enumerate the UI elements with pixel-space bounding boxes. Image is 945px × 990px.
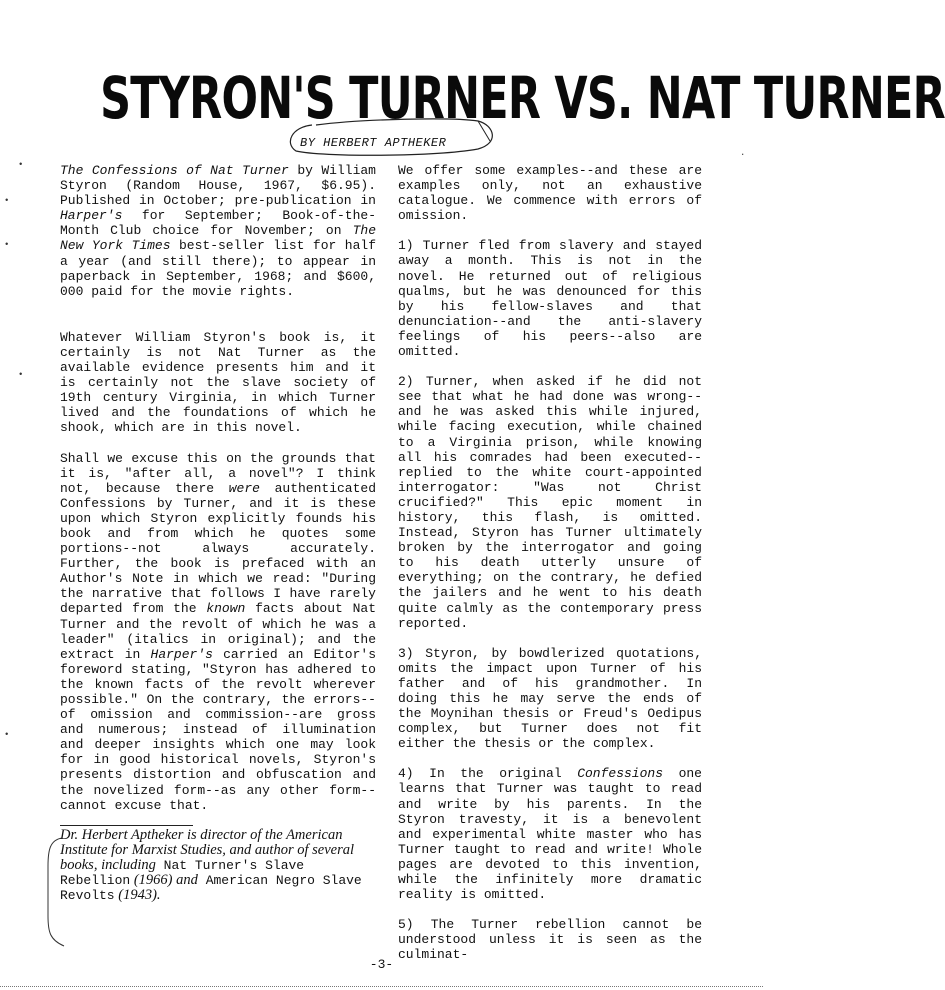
article-headline: STYRON'S TURNER VS. NAT TURNER <box>100 64 945 132</box>
emphasis-known: known <box>206 601 246 617</box>
right-column <box>398 163 702 978</box>
intro-text-1: by William Styron (Random House, 1967, $6.95). Published in October; pre-publication in <box>60 163 376 209</box>
byline-text: BY HERBERT APTHEKER <box>300 136 447 150</box>
item4-text-a: 4) In the original <box>398 766 578 782</box>
handwritten-bracket <box>40 836 70 948</box>
right-intro: We offer some examples--and these are examples only, not an exhaustive catalogue. We commence with errors of omission. <box>398 163 702 224</box>
margin-mark: • <box>4 730 10 740</box>
item4-text-b: one learns that Turner was taught to read and write by his parents. In the Styron travesty, it is a benevolent and experimental white master who has Turner taught to read and write! Whole pages are devoted to this invention, while the infinitely more dramatic reality is omitted. <box>398 766 702 903</box>
margin-mark: • <box>4 240 10 250</box>
bio-book-1: Nat Turner's Slave Rebellion <box>60 857 305 888</box>
body-paragraph-1: Whatever William Styron's book is, it certainly is not Nat Turner as the available evidence presents him and it is certainly not the slave society of 19th century Virginia, in which Turner lived and the foundations of which he shook, which are in this novel. <box>60 329 376 436</box>
para2-text-b: authenticated Confessions by Turner, and it is these upon which Styron explicitly founds his book and from which he quotes some portions--not always accurately. Further, the book is prefaced with an Author's Note in which we read: "During the narrative that follows I have rarely departed from the <box>60 480 377 617</box>
page-bottom-edge <box>0 986 763 987</box>
bio-line: Dr. Herbert Aptheker is director of the American Institute for Marxist Studies, and author of several books, including <box>60 826 355 873</box>
intro-text-2: for September; Book-of-the-Month Club choice for November; on <box>60 208 376 239</box>
left-column <box>60 163 376 903</box>
intro-text-3: best-seller list for half a year (and still there); to appear in paperback in September, 1968; and $600, 000 paid for the movie rights. <box>60 238 376 299</box>
margin-mark: • <box>18 370 24 380</box>
bio-year-2: (1943). <box>114 886 161 903</box>
byline-box <box>282 117 502 157</box>
body-paragraph-2 <box>60 451 376 813</box>
bio-year-1: (1966) <box>130 871 177 888</box>
omission-item-3: 3) Styron, by bowdlerized quotations, omits the impact upon Turner of his father and of his grandmother. In doing this he may serve the ends of the Moynihan thesis or Freud's Oedipus complex, but Turner does not fit either the thesis or the complex. <box>398 645 702 752</box>
harpers-title-2: Harper's <box>150 646 213 662</box>
emphasis-were: were <box>228 480 260 496</box>
margin-mark: • <box>18 160 24 170</box>
para2-text-d: carried an Editor's foreword stating, "Styron has adhered to the known facts of the revolt wherever possible." On the contrary, the errors--of omission and commission--are gross and numerous; instead of illumination and deeper insights which one may look for in good historical novels, Styron's presents distortion and obfuscation and the novelized form--as any other form--cannot excuse that. <box>60 646 376 813</box>
omission-item-5: 5) The Turner rebellion cannot be understood unless it is seen as the culminat- <box>398 917 702 963</box>
margin-mark: · <box>740 150 746 160</box>
spacer <box>60 314 376 330</box>
bio-and: and <box>176 871 198 888</box>
para2-text-c: facts about Nat Turner and the revolt of which he was a leader" (italics in original); and the extract in <box>60 601 376 662</box>
para2-text-a: Shall we excuse this on the grounds that it is, "after all, a novel"? I think not, because there <box>60 450 376 496</box>
page-number: -3- <box>369 957 394 972</box>
author-bio <box>60 828 376 903</box>
book-title: The Confessions of Nat Turner <box>60 163 289 178</box>
bio-book-2: American Negro Slave Revolts <box>60 872 362 903</box>
confessions-title: Confessions <box>577 766 664 782</box>
intro-paragraph <box>60 163 376 299</box>
omission-item-4 <box>398 766 702 902</box>
omission-item-1: 1) Turner fled from slavery and stayed away a month. This is not in the novel. He returned out of religious qualms, but he was denounced for this by his fellow-slaves and that denunciation--and the anti-slavery feelings of his peers--also are omitted. <box>398 238 702 360</box>
nyt-title: The New York Times <box>60 223 376 254</box>
margin-mark: • <box>4 196 10 206</box>
harpers-title: Harper's <box>60 208 123 224</box>
footnote-rule <box>60 825 193 826</box>
omission-item-2: 2) Turner, when asked if he did not see that what he had done was wrong--and he was asked this while injured, while facing execution, while chained to a Virginia prison, while knowing all his comrades had been executed--replied to the white court-appointed interrogator: "Was not Christ crucified?" This epic moment in history, this flash, is omitted. Instead, Styron has Turner ultimately broken by the interrogator and going to his death utterly unsure of everything; on the contrary, he defied the jailers and he went to his death quite calmly as the contemporary press reported. <box>398 374 702 631</box>
